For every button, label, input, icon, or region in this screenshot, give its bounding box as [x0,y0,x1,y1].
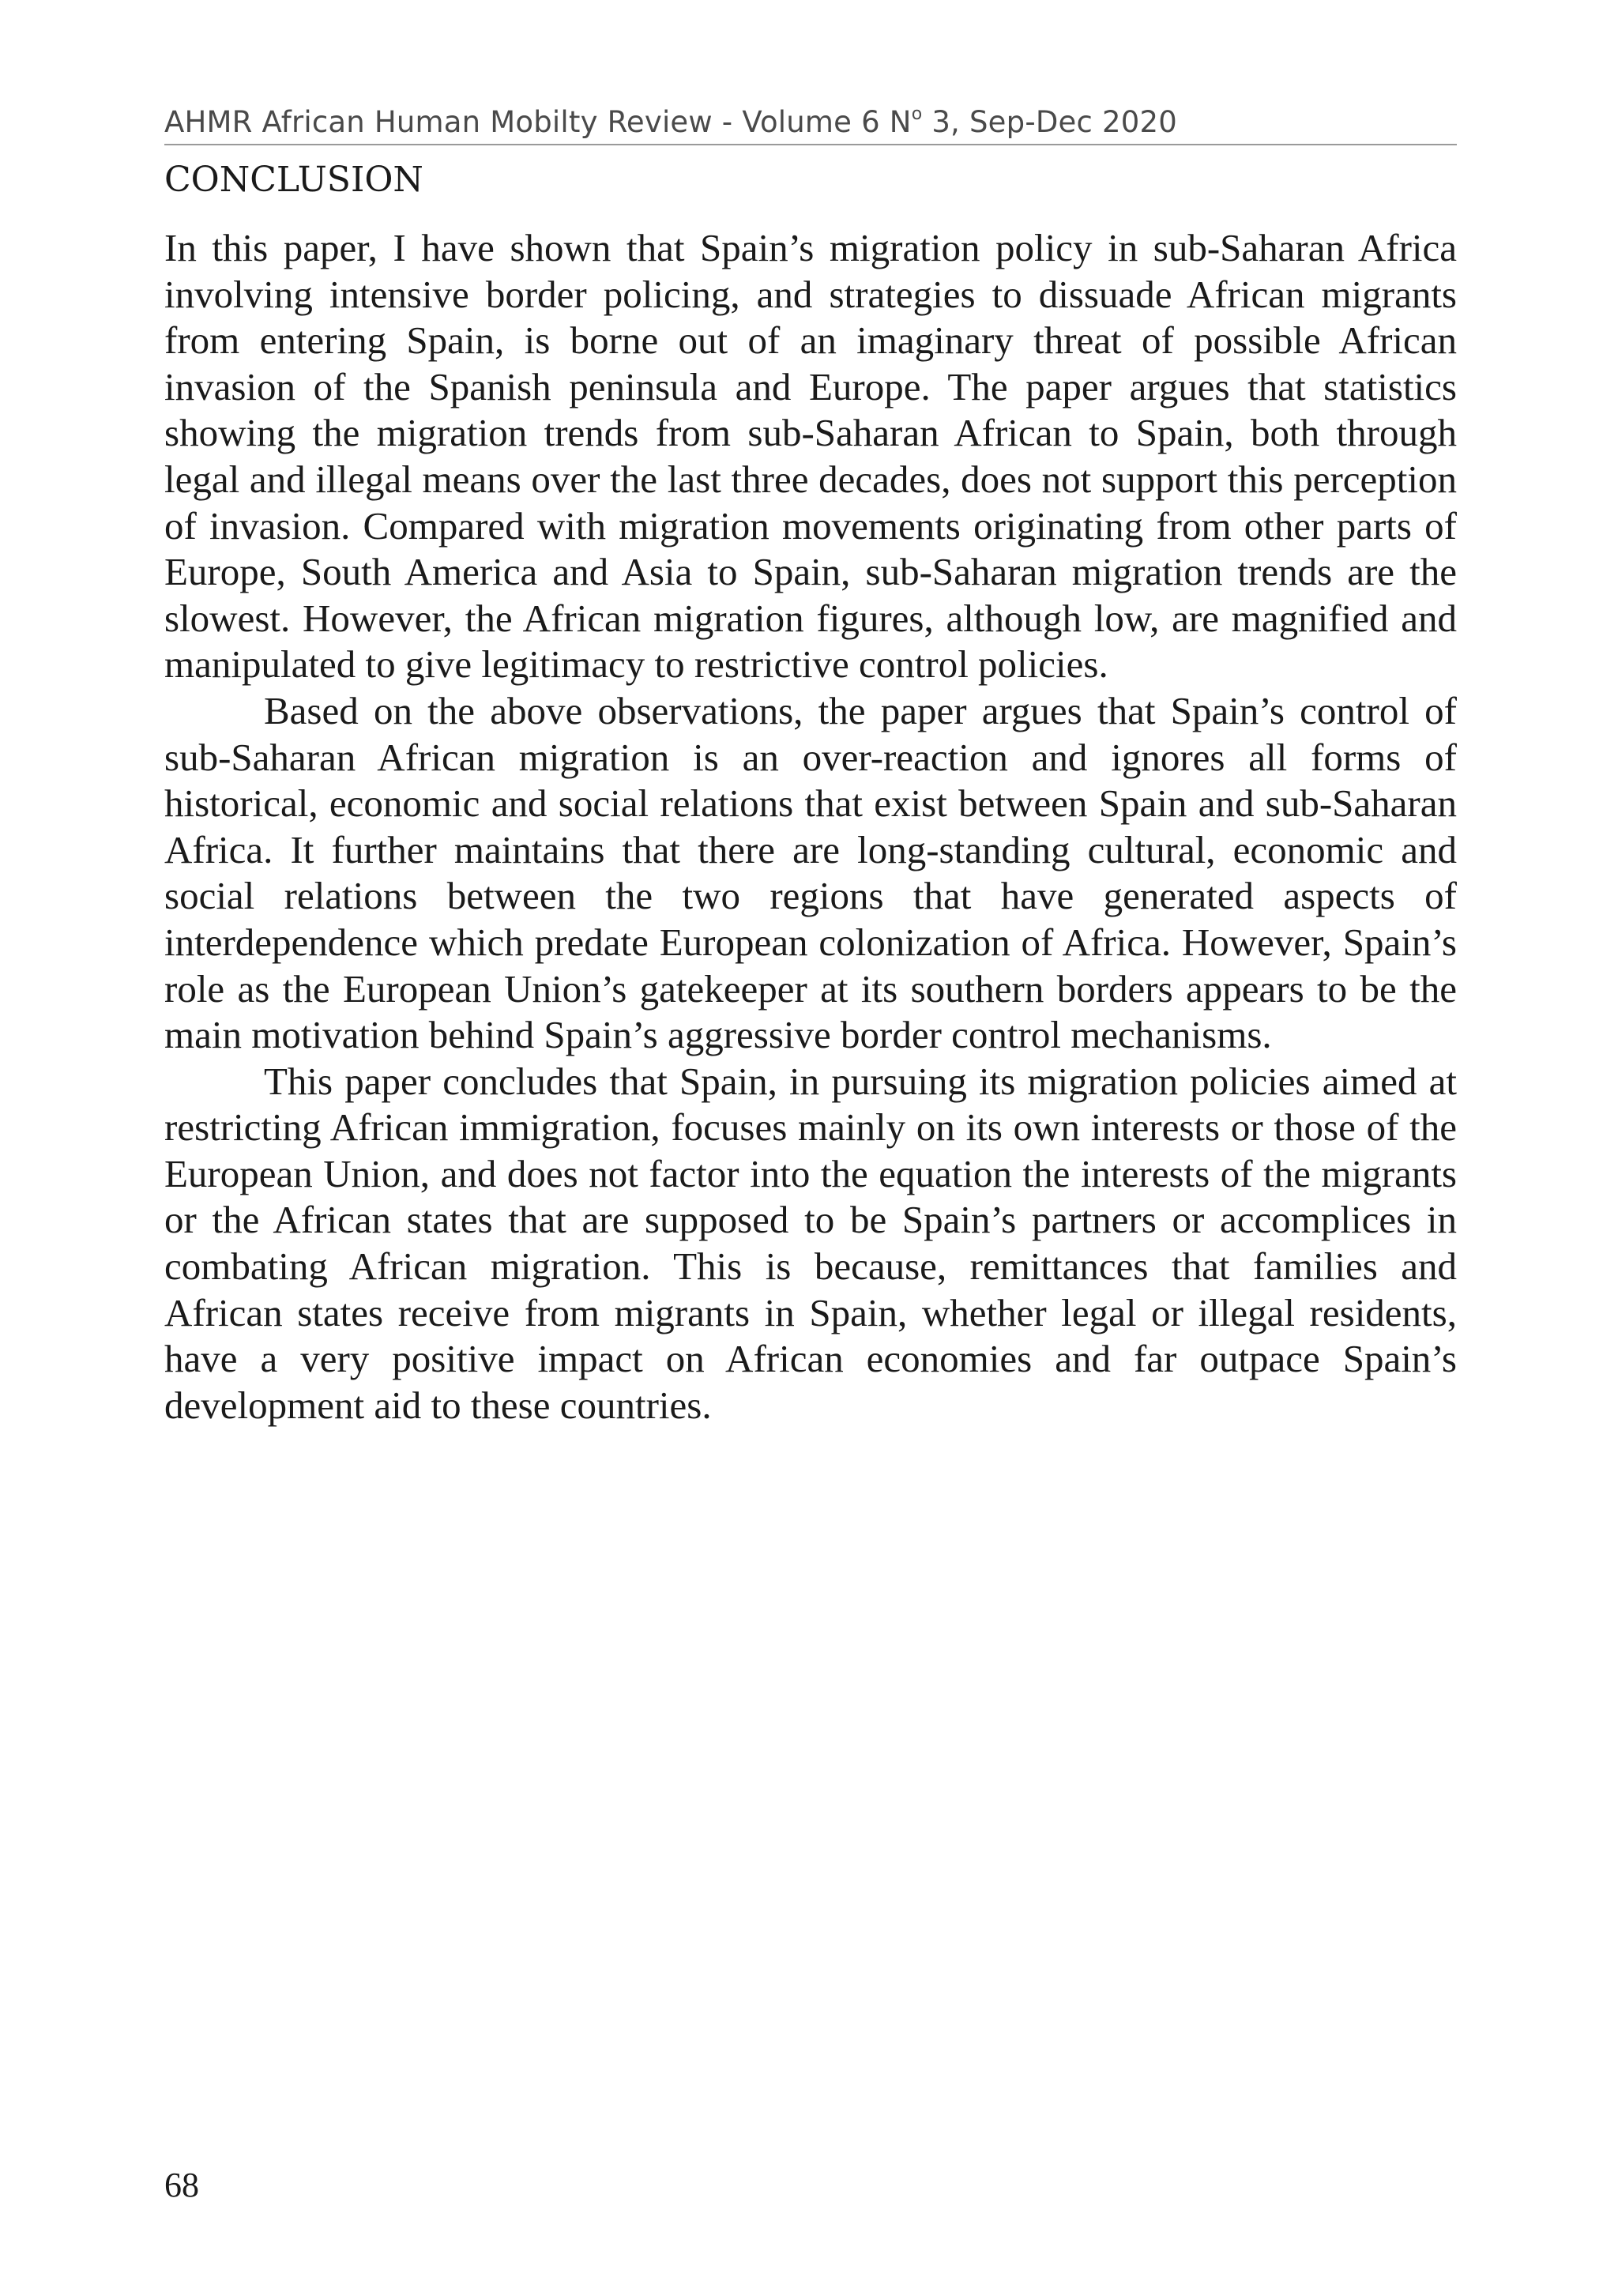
body-text [164,225,1457,1428]
page-number: 68 [164,2166,199,2204]
number-sign-superscript: o [911,104,923,124]
paragraph-3: This paper concludes that Spain, in pursuing its migration policies aimed at restricting African immigration, focuses mainly on its own interests or those of the European Union, and does not factor into the equation the interests of the migrants or the African states that are supposed to be Spain’s partners or accomplices in combating African migration. This is because, remittances that families and African states receive from migrants in Spain, whether legal or illegal residents, have a very positive impact on African economies and far outpace Spain’s development aid to these countries. [164,1059,1457,1427]
issue-info: 3, Sep-Dec 2020 [922,105,1177,139]
journal-title: AHMR African Human Mobilty Review - Volume 6 N [164,105,912,139]
paragraph-2: Based on the above observations, the paper argues that Spain’s control of sub-Saharan African migration is an over-reaction and ignores all forms of historical, economic and social relations that exist between Spain and sub-Saharan Africa. It further maintains that there are long-standing cultural, economic and social relations between the two regions that have generated aspects of interdependence which predate European colonization of Africa. However, Spain’s role as the European Union’s gatekeeper at its southern borders appears to be the main motivation behind Spain’s aggressive border control mechanisms. [164,688,1457,1057]
running-header [164,101,1457,145]
paragraph-1: In this paper, I have shown that Spain’s migration policy in sub-Saharan Africa involving intensive border policing, and strategies to dissuade African migrants from entering Spain, is borne out of an imaginary threat of possible African invasion of the Spanish peninsula and Europe. The paper argues that statistics showing the migration trends from sub-Saharan African to Spain, both through legal and illegal means over the last three decades, does not support this perception of invasion. Compared with migration movements originating from other parts of Europe, South America and Asia to Spain, sub-Saharan migration trends are the slowest. However, the African migration figures, although low, are magnified and manipulated to give legitimacy to restrictive control policies. [164,226,1457,687]
section-heading: CONCLUSION [164,160,423,200]
